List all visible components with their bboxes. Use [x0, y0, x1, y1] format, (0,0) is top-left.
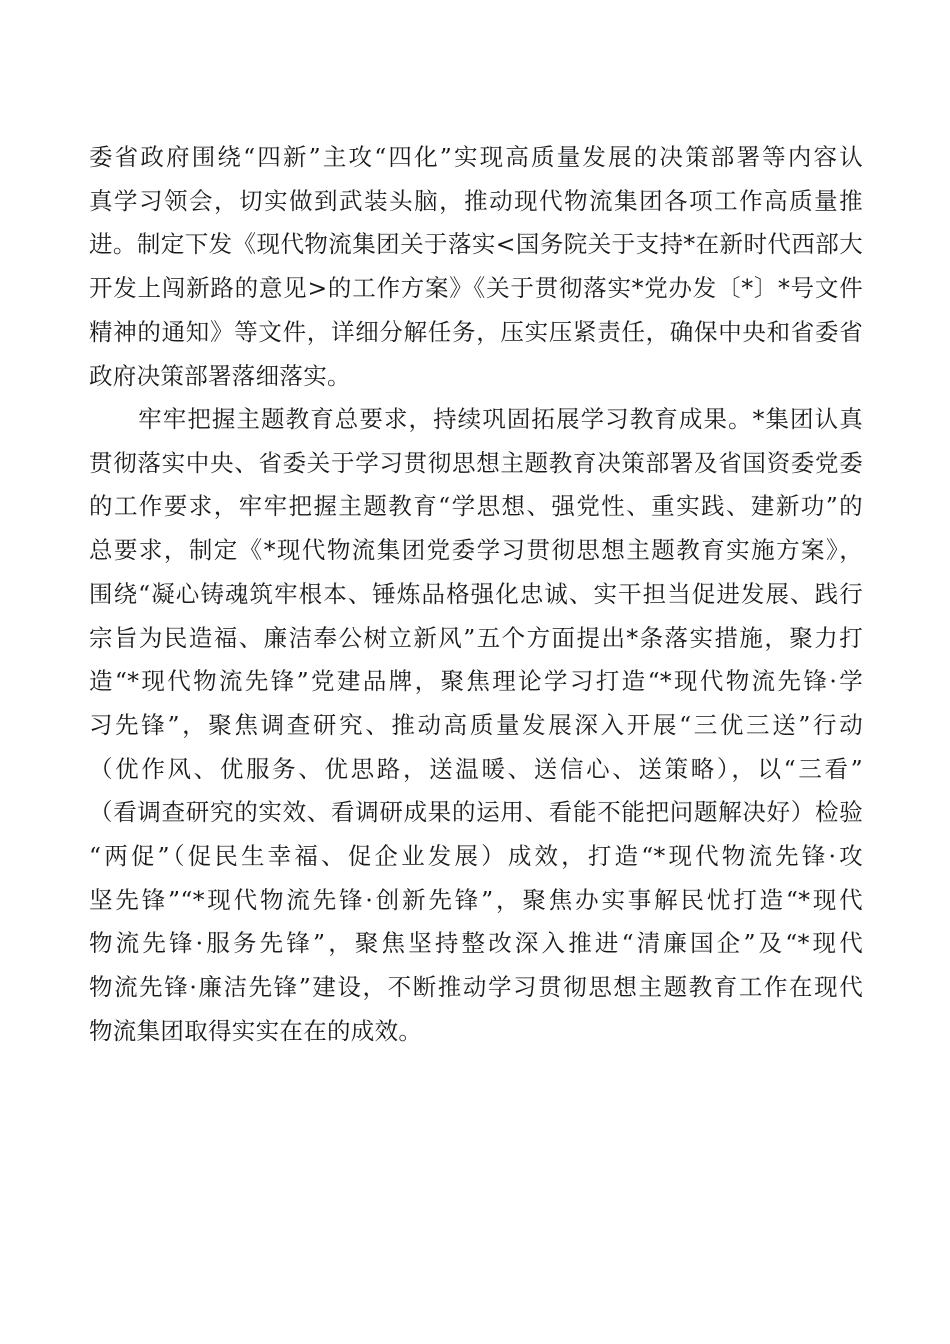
- paragraph-line: 宗旨为民造福、廉洁奉公树立新风”五个方面提出*条落实措施，聚力打: [89, 623, 863, 652]
- paragraph-line: 真学习领会，切实做到武装头脑，推动现代物流集团各项工作高质量推: [89, 186, 863, 215]
- paragraph-line: 的工作要求，牢牢把握主题教育“学思想、强党性、重实践、建新功”的: [89, 492, 863, 521]
- paragraph-line: 习先锋”，聚焦调查研究、推动高质量发展深入开展“三优三送”行动: [89, 710, 863, 739]
- paragraph-line: 政府决策部署落细落实。: [89, 361, 351, 390]
- paragraph-line: 贯彻落实中央、省委关于学习贯彻思想主题教育决策部署及省国资委党委: [89, 448, 863, 477]
- paragraph-2: [89, 398, 863, 1054]
- paragraph-line: （看调查研究的实效、看调研成果的运用、看能不能把问题解决好）检验: [89, 798, 863, 827]
- paragraph-line: 开发上闯新路的意见>的工作方案》《关于贯彻落实*党办发〔*〕*号文件: [89, 274, 863, 303]
- paragraph-line: 围绕“凝心铸魂筑牢根本、锤炼品格强化忠诚、实干担当促进发展、践行: [89, 579, 863, 608]
- paragraph-line: 牢牢把握主题教育总要求，持续巩固拓展学习教育成果。*集团认真: [89, 405, 863, 433]
- paragraph-line: “两促”（促民生幸福、促企业发展）成效，打造“*现代物流先锋·攻: [89, 842, 863, 871]
- paragraph-line: 物流先锋·服务先锋”，聚焦坚持整改深入推进“清廉国企”及“*现代: [89, 929, 863, 958]
- paragraph-line: 总要求，制定《*现代物流集团党委学习贯彻思想主题教育实施方案》，: [89, 536, 863, 565]
- paragraph-1: [89, 136, 863, 398]
- paragraph-line: 造“*现代物流先锋”党建品牌，聚焦理论学习打造“*现代物流先锋·学: [89, 667, 863, 696]
- paragraph-line: 进。制定下发《现代物流集团关于落实<国务院关于支持*在新时代西部大: [89, 230, 863, 259]
- paragraph-line: 委省政府围绕“四新”主攻“四化”实现高质量发展的决策部署等内容认: [89, 143, 863, 171]
- paragraph-line: 物流先锋·廉洁先锋”建设，不断推动学习贯彻思想主题教育工作在现代: [89, 973, 863, 1002]
- paragraph-line: 精神的通知》等文件，详细分解任务，压实压紧责任，确保中央和省委省: [89, 317, 863, 346]
- paragraph-line: 坚先锋”“*现代物流先锋·创新先锋”，聚焦办实事解民忧打造“*现代: [89, 885, 863, 914]
- paragraph-line: （优作风、优服务、优思路，送温暖、送信心、送策略），以“三看”: [89, 754, 863, 783]
- paragraph-line: 物流集团取得实实在在的成效。: [89, 1016, 423, 1045]
